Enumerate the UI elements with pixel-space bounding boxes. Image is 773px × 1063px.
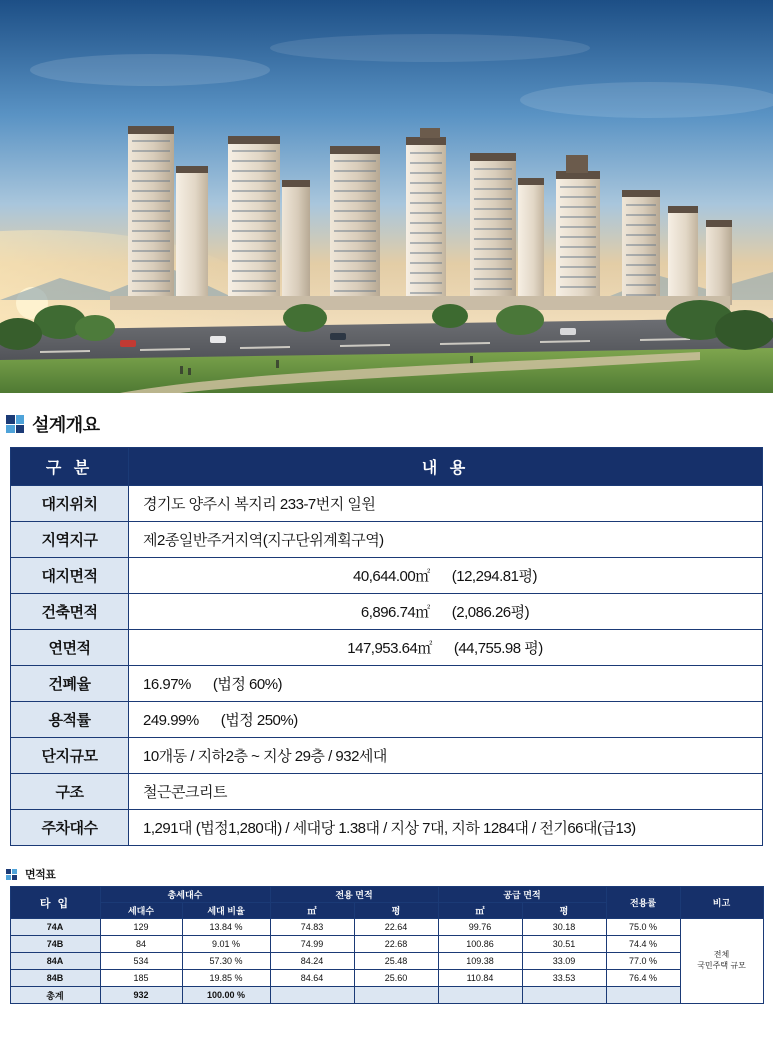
table-row [11, 630, 763, 666]
spec-value-total-floor-area-main: 147,953.64㎡ [347, 640, 432, 657]
table-row [11, 558, 763, 594]
area-84a-exclusive-py: 25.48 [354, 953, 438, 970]
area-header-supply-area: 공급 면적 [438, 887, 606, 903]
four-squares-icon [6, 415, 24, 433]
area-74b-households: 84 [100, 936, 182, 953]
table-row [11, 666, 763, 702]
table-row [11, 594, 763, 630]
spec-value-site-location: 경기도 양주시 복지리 233-7번지 일원 [129, 486, 763, 522]
table-row [10, 953, 763, 970]
spec-value-building-area-main: 6,896.74㎡ [360, 604, 430, 621]
spec-value-structure: 철근콘크리트 [129, 774, 763, 810]
area-total-supply-m2 [438, 987, 522, 1004]
spec-value-floor-area-ratio [129, 702, 763, 738]
area-74b-exclusive-m2: 74.99 [270, 936, 354, 953]
area-84a-household-ratio: 57.30 % [182, 953, 270, 970]
spec-header-content: 내 용 [129, 448, 763, 486]
four-squares-icon [6, 869, 17, 880]
area-total-ratio [606, 987, 680, 1004]
spec-label-structure: 구조 [11, 774, 129, 810]
area-84b-exclusive-py: 25.60 [354, 970, 438, 987]
area-74b-supply-m2: 100.86 [438, 936, 522, 953]
spec-label-building-area: 건축면적 [11, 594, 129, 630]
spec-value-complex-scale: 10개동 / 지하2층 ~ 지상 29층 / 932세대 [129, 738, 763, 774]
design-overview-table [10, 447, 763, 846]
area-row-type-74a: 74A [10, 919, 100, 936]
spec-table-body [11, 486, 763, 846]
table-row [11, 810, 763, 846]
spec-value-building-coverage-main: 16.97% [143, 676, 191, 693]
area-84b-supply-m2: 110.84 [438, 970, 522, 987]
area-84b-households: 185 [100, 970, 182, 987]
area-row-type-84b: 84B [10, 970, 100, 987]
table-row [11, 522, 763, 558]
spec-label-site-area: 대지면적 [11, 558, 129, 594]
spec-label-floor-area-ratio: 용적률 [11, 702, 129, 738]
spec-value-building-area [129, 594, 763, 630]
area-84a-supply-py: 33.09 [522, 953, 606, 970]
spec-label-site-location: 대지위치 [11, 486, 129, 522]
spec-value-building-coverage [129, 666, 763, 702]
spec-value-floor-area-ratio-main: 249.99% [143, 712, 199, 729]
area-74a-households: 129 [100, 919, 182, 936]
table-row [11, 738, 763, 774]
project-rendering-image [0, 0, 773, 393]
spec-value-total-floor-area [129, 630, 763, 666]
area-total-label: 총계 [10, 987, 100, 1004]
area-total-supply-py [522, 987, 606, 1004]
table-row [11, 486, 763, 522]
area-total-household-ratio: 100.00 % [182, 987, 270, 1004]
table-row [10, 919, 763, 936]
area-74a-supply-py: 30.18 [522, 919, 606, 936]
area-table-body [10, 919, 763, 1004]
area-total-households: 932 [100, 987, 182, 1004]
area-table [10, 886, 764, 1004]
spec-label-zoning: 지역지구 [11, 522, 129, 558]
design-section-title: 설계개요 [32, 415, 100, 435]
spec-value-site-area-paren: (12,294.81평) [451, 568, 537, 585]
area-74b-household-ratio: 9.01 % [182, 936, 270, 953]
spec-value-parking: 1,291대 (법정1,280대) / 세대당 1.38대 / 지상 7대, 지하 1284대 / 전기66대(급13) [129, 810, 763, 846]
area-table-head [10, 887, 763, 919]
area-row-type-84a: 84A [10, 953, 100, 970]
area-74b-supply-py: 30.51 [522, 936, 606, 953]
table-row [11, 702, 763, 738]
area-total-exclusive-m2 [270, 987, 354, 1004]
spec-value-zoning: 제2종일반주거지역(지구단위계획구역) [129, 522, 763, 558]
area-74b-ratio: 74.4 % [606, 936, 680, 953]
area-section-header [6, 866, 773, 882]
area-84b-ratio: 76.4 % [606, 970, 680, 987]
area-74b-exclusive-py: 22.68 [354, 936, 438, 953]
spec-label-complex-scale: 단지규모 [11, 738, 129, 774]
area-header-row-1 [10, 887, 763, 903]
area-subheader-supply-py: 평 [522, 903, 606, 919]
area-subheader-exclusive-py: 평 [354, 903, 438, 919]
area-84a-exclusive-m2: 84.24 [270, 953, 354, 970]
area-74a-exclusive-py: 22.64 [354, 919, 438, 936]
area-header-note: 비고 [680, 887, 763, 919]
table-row [11, 774, 763, 810]
spec-label-total-floor-area: 연면적 [11, 630, 129, 666]
area-74a-supply-m2: 99.76 [438, 919, 522, 936]
spec-value-site-area-main: 40,644.00㎡ [353, 568, 430, 585]
area-84a-supply-m2: 109.38 [438, 953, 522, 970]
area-note-line2: 국민주택 규모 [697, 961, 746, 970]
design-section-header [6, 411, 773, 437]
spec-value-site-area [129, 558, 763, 594]
spec-label-building-coverage: 건폐율 [11, 666, 129, 702]
spec-header-division: 구 분 [11, 448, 129, 486]
rendering-illustration [0, 0, 773, 393]
spec-value-building-area-paren: (2,086.26평) [451, 604, 530, 621]
area-84b-household-ratio: 19.85 % [182, 970, 270, 987]
area-note-line1: 전체 [713, 950, 730, 960]
area-header-total-households: 총세대수 [100, 887, 270, 903]
spec-value-floor-area-ratio-paren: (법정 250%) [220, 712, 298, 729]
spec-header-row [11, 448, 763, 486]
area-74a-exclusive-m2: 74.83 [270, 919, 354, 936]
area-total-exclusive-py [354, 987, 438, 1004]
area-header-type: 타 입 [10, 887, 100, 919]
area-row-type-74b: 74B [10, 936, 100, 953]
table-row [10, 970, 763, 987]
area-subheader-supply-m2: ㎡ [438, 903, 522, 919]
area-subheader-household-ratio: 세대 비율 [182, 903, 270, 919]
area-84a-ratio: 77.0 % [606, 953, 680, 970]
area-74a-household-ratio: 13.84 % [182, 919, 270, 936]
spec-table-head [11, 448, 763, 486]
area-84a-households: 534 [100, 953, 182, 970]
area-note-cell [680, 919, 763, 1004]
area-header-ratio: 전용률 [606, 887, 680, 919]
area-74a-ratio: 75.0 % [606, 919, 680, 936]
area-subheader-exclusive-m2: ㎡ [270, 903, 354, 919]
table-row [10, 936, 763, 953]
area-subheader-households: 세대수 [100, 903, 182, 919]
spec-value-total-floor-area-paren: (44,755.98 평) [453, 640, 543, 657]
area-total-row [10, 987, 763, 1004]
area-84b-exclusive-m2: 84.64 [270, 970, 354, 987]
spec-label-parking: 주차대수 [11, 810, 129, 846]
area-section-title: 면적표 [25, 869, 56, 881]
area-header-exclusive-area: 전용 면적 [270, 887, 438, 903]
area-84b-supply-py: 33.53 [522, 970, 606, 987]
spec-value-building-coverage-paren: (법정 60%) [212, 676, 283, 693]
